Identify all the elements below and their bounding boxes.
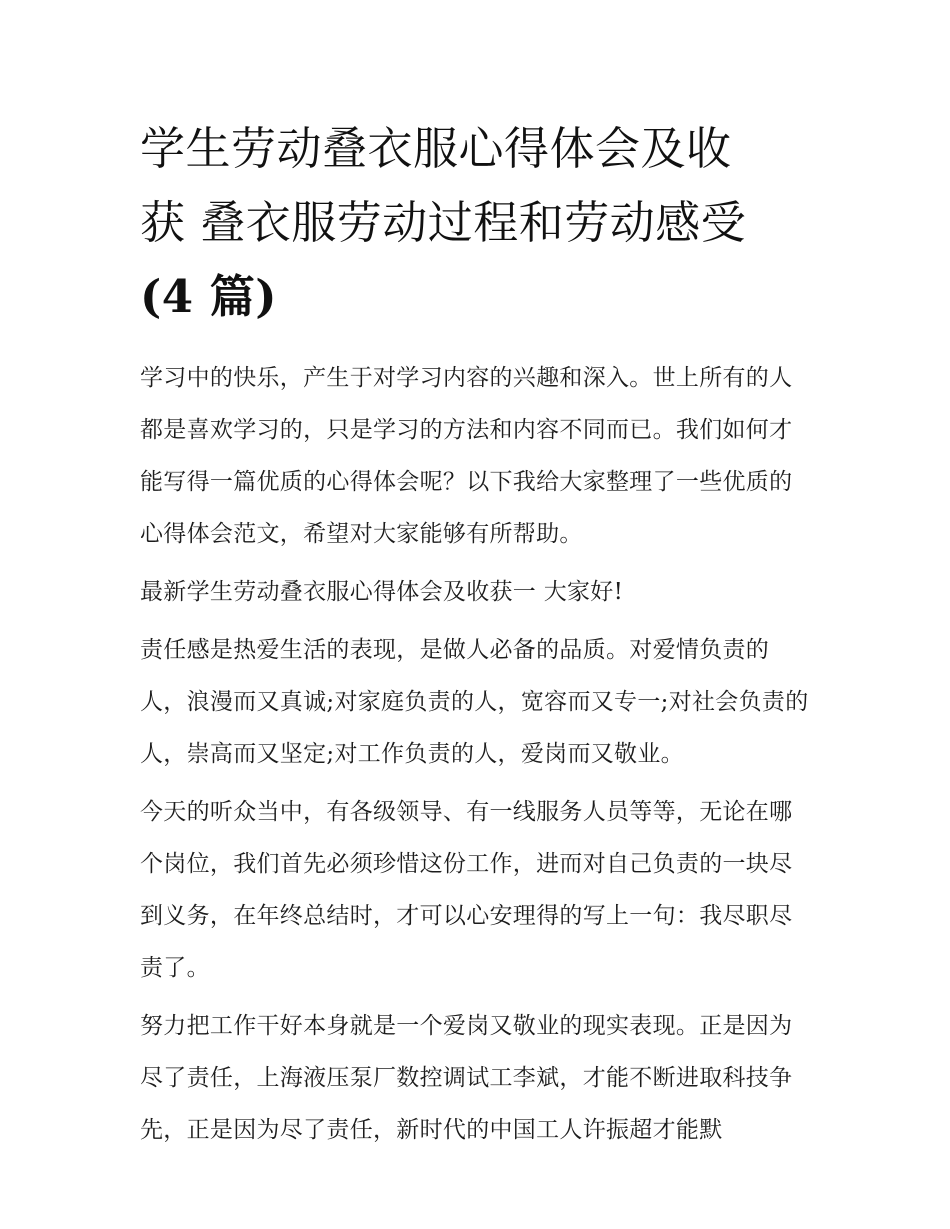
document-page: [140, 112, 815, 1162]
document-title: [140, 112, 815, 334]
paragraph-intro: 学习中的快乐，产生于对学习内容的兴趣和深入。世上所有的人都是喜欢学习的，只是学习的方法和内容不同而已。我们如何才能写得一篇优质的心得体会呢？以下我给大家整理了一些优质的心得体会范文，希望对大家能够有所帮助。: [140, 365, 793, 547]
title-line-2: 获 叠衣服劳动过程和劳动感受: [140, 196, 747, 249]
paragraph-dedication: 努力把工作干好本身就是一个爱岗又敬业的现实表现。正是因为尽了责任，上海液压泵厂数控调试工李斌，才能不断进取科技争先，正是因为尽了责任，新时代的中国工人许振超才能默: [140, 1013, 793, 1143]
paragraph-responsibility: 责任感是热爱生活的表现，是做人必备的品质。对爱情负责的人，浪漫而又真诚;对家庭负责的人，宽容而又专一;对社会负责的人，崇高而又坚定;对工作负责的人，爱岗而又敬业。: [140, 637, 809, 767]
title-line-1: 学生劳动叠衣服心得体会及收: [140, 122, 732, 175]
paragraph-audience: 今天的听众当中，有各级领导、有一线服务人员等等，无论在哪个岗位，我们首先必须珍惜这份工作，进而对自己负责的一块尽到义务，在年终总结时，才可以心安理得的写上一句：我尽职尽责了。: [140, 799, 793, 981]
document-body: [140, 352, 815, 1156]
title-line-3: (4 篇): [140, 270, 278, 323]
paragraph-section-heading: 最新学生劳动叠衣服心得体会及收获一 大家好!: [140, 579, 624, 605]
